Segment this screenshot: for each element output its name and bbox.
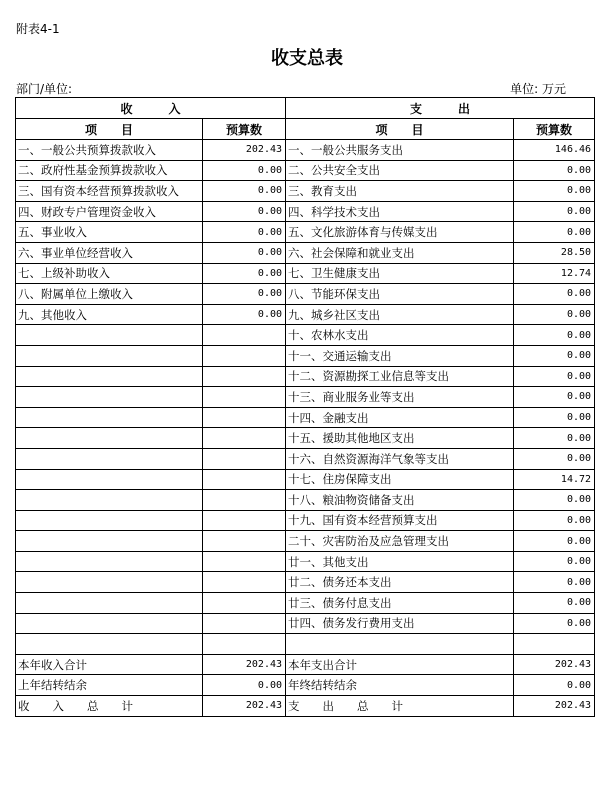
income-budget-cell: 0.00: [203, 242, 286, 263]
income-budget-cell: 0.00: [203, 675, 286, 696]
table-row: [16, 263, 595, 284]
expense-item-cell: 十、农林水支出: [286, 325, 514, 346]
table-row: [16, 448, 595, 469]
expense-item-cell: 十一、交通运输支出: [286, 345, 514, 366]
table-row: [16, 284, 595, 305]
income-item-cell: [16, 407, 203, 428]
income-item-cell: [16, 572, 203, 593]
expense-budget-cell: 146.46: [514, 140, 595, 161]
income-budget-cell: [203, 572, 286, 593]
table-row: [16, 696, 595, 717]
table-row: [16, 345, 595, 366]
expense-item-cell: 八、节能环保支出: [286, 284, 514, 305]
expense-budget-cell: 0.00: [514, 572, 595, 593]
expense-item-cell: 廿四、债务发行费用支出: [286, 613, 514, 634]
income-budget-cell: [203, 387, 286, 408]
expense-item-cell: 本年支出合计: [286, 654, 514, 675]
expense-budget-cell: 0.00: [514, 181, 595, 202]
income-item-cell: [16, 448, 203, 469]
income-budget-cell: [203, 551, 286, 572]
income-budget-header: 预算数: [203, 119, 286, 140]
table-header-row: [16, 98, 595, 119]
expense-item-cell: 廿一、其他支出: [286, 551, 514, 572]
expense-item-cell: 十六、自然资源海洋气象等支出: [286, 448, 514, 469]
expense-budget-cell: 0.00: [514, 448, 595, 469]
table-subheader-row: [16, 119, 595, 140]
income-budget-cell: 0.00: [203, 181, 286, 202]
table-row: [16, 613, 595, 634]
income-budget-cell: [203, 531, 286, 552]
table-row: [16, 366, 595, 387]
table-row: [16, 428, 595, 449]
expense-item-cell: 十七、住房保障支出: [286, 469, 514, 490]
income-item-cell: 五、事业收入: [16, 222, 203, 243]
expense-budget-cell: 0.00: [514, 551, 595, 572]
income-item-cell: [16, 593, 203, 614]
income-budget-cell: 202.43: [203, 654, 286, 675]
table-row: [16, 654, 595, 675]
expense-item-cell: 四、科学技术支出: [286, 201, 514, 222]
income-item-cell: 二、政府性基金预算拨款收入: [16, 160, 203, 181]
page-title: 收支总表: [271, 48, 343, 69]
income-budget-cell: [203, 407, 286, 428]
income-item-cell: 本年收入合计: [16, 654, 203, 675]
income-budget-cell: [203, 613, 286, 634]
income-budget-cell: [203, 325, 286, 346]
income-item-header: 项 目: [16, 119, 203, 140]
table-row: [16, 531, 595, 552]
income-budget-cell: [203, 593, 286, 614]
expense-budget-cell: 0.00: [514, 593, 595, 614]
income-item-cell: [16, 469, 203, 490]
income-budget-cell: [203, 428, 286, 449]
expense-budget-cell: 0.00: [514, 613, 595, 634]
income-item-cell: [16, 345, 203, 366]
income-item-cell: [16, 531, 203, 552]
expense-item-cell: 十三、商业服务业等支出: [286, 387, 514, 408]
expense-budget-cell: 202.43: [514, 654, 595, 675]
table-row: [16, 490, 595, 511]
expense-budget-cell: 0.00: [514, 366, 595, 387]
expense-budget-cell: 12.74: [514, 263, 595, 284]
expense-item-cell: 年终结转结余: [286, 675, 514, 696]
expense-item-cell: 七、卫生健康支出: [286, 263, 514, 284]
table-row: [16, 387, 595, 408]
table-row: [16, 510, 595, 531]
expense-budget-cell: 0.00: [514, 284, 595, 305]
expense-item-cell: 廿二、债务还本支出: [286, 572, 514, 593]
income-budget-cell: 0.00: [203, 222, 286, 243]
expense-item-cell: 二十、灾害防治及应急管理支出: [286, 531, 514, 552]
expense-budget-cell: 0.00: [514, 428, 595, 449]
income-item-cell: [16, 510, 203, 531]
table-row: [16, 551, 595, 572]
income-budget-cell: 0.00: [203, 201, 286, 222]
income-budget-cell: 202.43: [203, 140, 286, 161]
table-row: [16, 593, 595, 614]
expense-budget-cell: 28.50: [514, 242, 595, 263]
expense-item-cell: 支 出 总 计: [286, 696, 514, 717]
expense-budget-cell: 0.00: [514, 304, 595, 325]
income-budget-cell: [203, 490, 286, 511]
table-row: [16, 407, 595, 428]
income-budget-cell: [203, 345, 286, 366]
income-budget-cell: [203, 366, 286, 387]
expense-header: 支 出: [286, 98, 595, 119]
income-item-cell: [16, 634, 203, 655]
table-row: [16, 572, 595, 593]
table-row: [16, 325, 595, 346]
unit-label: 单位: 万元: [510, 82, 566, 96]
expense-item-cell: [286, 634, 514, 655]
expense-budget-cell: 0.00: [514, 222, 595, 243]
income-item-cell: [16, 490, 203, 511]
income-item-cell: [16, 428, 203, 449]
table-row: [16, 181, 595, 202]
attachment-label: 附表4-1: [16, 22, 60, 36]
table-row: [16, 634, 595, 655]
income-item-cell: [16, 366, 203, 387]
table-row: [16, 140, 595, 161]
income-item-cell: [16, 325, 203, 346]
expense-item-cell: 三、教育支出: [286, 181, 514, 202]
expense-budget-cell: 0.00: [514, 531, 595, 552]
table-row: [16, 160, 595, 181]
expense-budget-cell: 0.00: [514, 325, 595, 346]
expense-budget-cell: 0.00: [514, 201, 595, 222]
expense-budget-cell: 0.00: [514, 160, 595, 181]
expense-item-cell: 六、社会保障和就业支出: [286, 242, 514, 263]
table-row: [16, 222, 595, 243]
expense-budget-cell: 0.00: [514, 510, 595, 531]
department-label: 部门/单位:: [16, 82, 73, 96]
expense-item-cell: 五、文化旅游体育与传媒支出: [286, 222, 514, 243]
table-row: [16, 201, 595, 222]
income-item-cell: 八、附属单位上缴收入: [16, 284, 203, 305]
expense-budget-cell: 0.00: [514, 407, 595, 428]
income-item-cell: [16, 613, 203, 634]
expense-item-cell: 十五、援助其他地区支出: [286, 428, 514, 449]
income-item-cell: [16, 387, 203, 408]
expense-item-cell: 十九、国有资本经营预算支出: [286, 510, 514, 531]
income-budget-cell: [203, 448, 286, 469]
income-budget-cell: [203, 510, 286, 531]
income-item-cell: 七、上级补助收入: [16, 263, 203, 284]
table-row: [16, 675, 595, 696]
income-item-cell: 上年结转结余: [16, 675, 203, 696]
table-row: [16, 304, 595, 325]
income-item-cell: 收 入 总 计: [16, 696, 203, 717]
income-item-cell: 九、其他收入: [16, 304, 203, 325]
expense-budget-cell: 0.00: [514, 675, 595, 696]
income-budget-cell: [203, 634, 286, 655]
expense-item-cell: 十八、粮油物资储备支出: [286, 490, 514, 511]
expense-item-cell: 一、一般公共服务支出: [286, 140, 514, 161]
table-row: [16, 242, 595, 263]
income-item-cell: 一、一般公共预算拨款收入: [16, 140, 203, 161]
income-item-cell: [16, 551, 203, 572]
expense-item-cell: 二、公共安全支出: [286, 160, 514, 181]
expense-budget-cell: 14.72: [514, 469, 595, 490]
budget-summary-table: [15, 97, 595, 717]
expense-item-cell: 十四、金融支出: [286, 407, 514, 428]
expense-budget-cell: 0.00: [514, 387, 595, 408]
expense-item-cell: 九、城乡社区支出: [286, 304, 514, 325]
income-budget-cell: 0.00: [203, 160, 286, 181]
income-budget-cell: 0.00: [203, 263, 286, 284]
expense-budget-cell: 0.00: [514, 490, 595, 511]
income-budget-cell: 0.00: [203, 304, 286, 325]
income-budget-cell: [203, 469, 286, 490]
table-row: [16, 469, 595, 490]
income-item-cell: 四、财政专户管理资金收入: [16, 201, 203, 222]
income-budget-cell: 0.00: [203, 284, 286, 305]
income-item-cell: 六、事业单位经营收入: [16, 242, 203, 263]
expense-item-header: 项 目: [286, 119, 514, 140]
income-budget-cell: 202.43: [203, 696, 286, 717]
expense-item-cell: 廿三、债务付息支出: [286, 593, 514, 614]
income-header: 收 入: [16, 98, 286, 119]
income-item-cell: 三、国有资本经营预算拨款收入: [16, 181, 203, 202]
expense-budget-cell: 0.00: [514, 345, 595, 366]
expense-budget-header: 预算数: [514, 119, 595, 140]
expense-item-cell: 十二、资源勘探工业信息等支出: [286, 366, 514, 387]
expense-budget-cell: 202.43: [514, 696, 595, 717]
expense-budget-cell: [514, 634, 595, 655]
